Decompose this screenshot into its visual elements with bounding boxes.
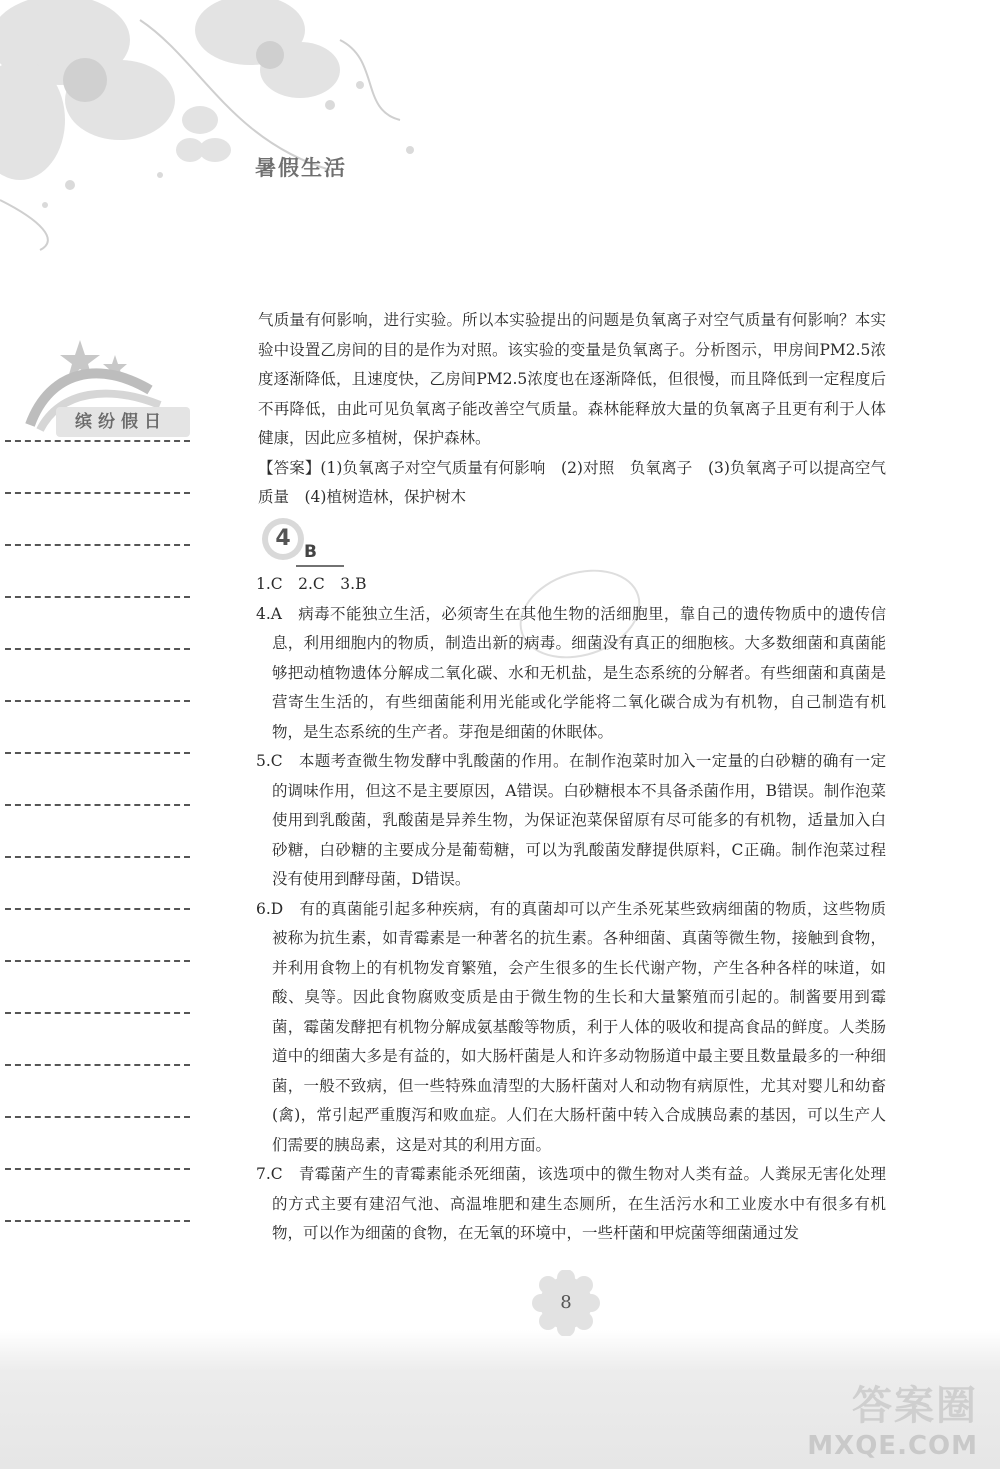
note-line <box>5 544 190 546</box>
header-title: 暑假生活 <box>255 156 347 180</box>
note-line <box>5 700 190 702</box>
note-line <box>5 1220 190 1222</box>
note-line <box>5 648 190 650</box>
answers-block <box>256 570 886 1249</box>
note-line <box>5 908 190 910</box>
note-lines <box>0 440 195 1272</box>
answer-line: 【答案】(1)负氧离子对空气质量有何影响 (2)对照 负氧离子 (3)负氧离子可以提高空气质量 (4)植树造林，保护树木 <box>258 458 886 506</box>
section-number: 4 <box>275 526 291 551</box>
note-line <box>5 960 190 962</box>
note-line <box>5 1116 190 1118</box>
badge-label: 缤纷假日 <box>75 412 167 432</box>
note-line <box>5 1168 190 1170</box>
note-line <box>5 440 190 442</box>
intro-paragraph: 气质量有何影响，进行实验。所以本实验提出的问题是负氧离子对空气质量有何影响？本实验中设置乙房间的目的是作为对照。该实验的变量是负氧离子。分析图示，甲房间PM2.5浓度逐渐降低，且速度快，乙房间PM2.5浓度也在逐渐降低，但很慢，而且降低到一定程度后不再降低，由此可见负氧离子能改善空气质量。森林能释放大量的负氧离子且更有利于人体健康，因此应多植树，保护森林。 <box>258 311 886 447</box>
answer-item: 5.C 本题考查微生物发酵中乳酸菌的作用。在制作泡菜时加入一定量的白砂糖的确有一定的调味作用，但这不是主要原因，A错误。白砂糖根本不具备杀菌作用，B错误。制作泡菜使用到乳酸菌，乳酸菌是异养生物，为保证泡菜保留原有尽可能多的有机物，适量加入白砂糖，白砂糖的主要成分是葡萄糖，可以为乳酸菌发酵提供原料，C正确。制作泡菜过程没有使用到酵母菌，D错误。 <box>256 752 886 888</box>
note-line <box>5 1064 190 1066</box>
watermark-url: MXQE.COM <box>807 1431 978 1461</box>
answer-item: 6.D 有的真菌能引起多种疾病，有的真菌却可以产生杀死某些致病细菌的物质，这些物质被称为抗生素，如青霉素是一种著名的抗生素。各种细菌、真菌等微生物，接触到食物，并利用食物上的有机物发育繁殖，会产生很多的生长代谢产物，产生各种各样的味道，如酸、臭等。因此食物腐败变质是由于微生物的生长和大量繁殖而引起的。制酱要用到霉菌，霉菌发酵把有机物分解成氨基酸等物质，利于人体的吸收和提高食品的鲜度。人类肠道中的细菌大多是有益的，如大肠杆菌是人和许多动物肠道中最主要且数量最多的一种细菌，一般不致病，但一些特殊血清型的大肠杆菌对人和动物有病原性，尤其对婴儿和幼畜(禽)，常引起严重腹泻和败血症。人们在大肠杆菌中转入合成胰岛素的基因，可以生产人们需要的胰岛素，这是对其的利用方面。 <box>256 899 886 1154</box>
note-line <box>5 596 190 598</box>
watermark <box>807 1374 978 1461</box>
page-number: 8 <box>560 1292 572 1313</box>
answer-item: 4.A 病毒不能独立生活，必须寄生在其他生物的活细胞里，靠自己的遗传物质中的遗传信息，利用细胞内的物质，制造出新的病毒。细菌没有真正的细胞核。大多数细菌和真菌能够把动植物遗体分解成二氧化碳、水和无机盐，是生态系统的分解者。有些细菌和真菌是营寄生生活的，有些细菌能利用光能或化学能将二氧化碳合成为有机物，自己制造有机物，是生态系统的生产者。芽孢是细菌的休眠体。 <box>256 604 886 741</box>
intro-block <box>258 306 886 513</box>
short-answers: 1.C 2.C 3.B <box>256 575 367 593</box>
section-letter: B <box>304 542 317 562</box>
note-line <box>5 1012 190 1014</box>
note-line <box>5 856 190 858</box>
watermark-text: 答案圈 <box>852 1383 978 1429</box>
note-line <box>5 752 190 754</box>
note-line <box>5 804 190 806</box>
answer-item: 7.C 青霉菌产生的青霉素能杀死细菌，该选项中的微生物对人类有益。人粪尿无害化处理的方式主要有建沼气池、高温堆肥和建生态厕所，在生活污水和工业废水中有很多有机物，可以作为细菌的食物，在无氧的环境中，一些杆菌和甲烷菌等细菌通过发 <box>256 1165 886 1242</box>
floral-decoration <box>0 0 480 260</box>
note-line <box>5 492 190 494</box>
